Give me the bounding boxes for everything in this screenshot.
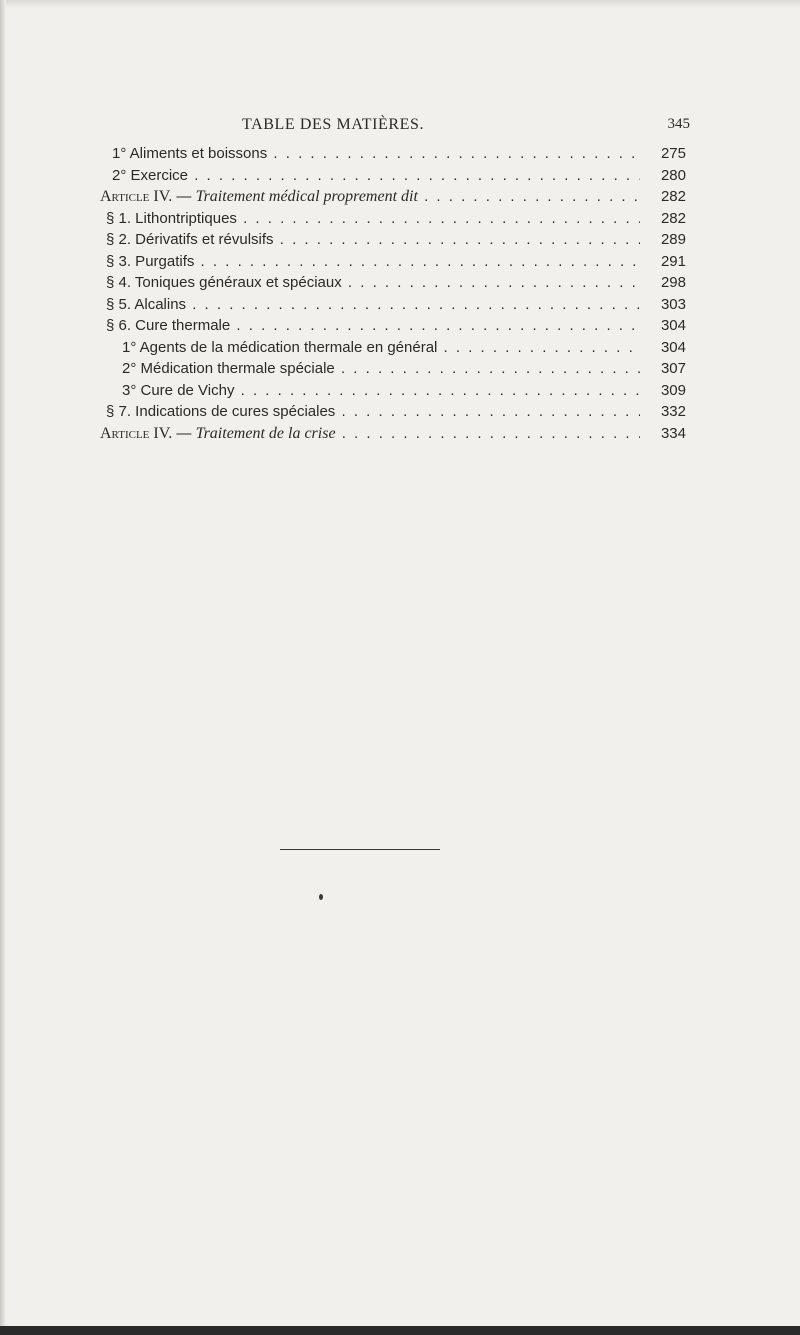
toc-entry-label: § 7. Indications de cures spéciales . . . bbox=[106, 401, 640, 423]
toc-entry bbox=[100, 143, 690, 165]
article-prefix: Article IV. bbox=[100, 424, 173, 442]
toc-entry-label: § 4. Toniques généraux et spéciaux . . . bbox=[106, 272, 640, 294]
page-edge-left bbox=[0, 0, 6, 1335]
toc-article-entry bbox=[100, 186, 690, 208]
toc-entry-page: 303 bbox=[660, 295, 686, 313]
toc-entry-page: 291 bbox=[660, 252, 686, 270]
toc-entry bbox=[100, 229, 690, 251]
running-head-title: TABLE DES MATIÈRES. bbox=[242, 116, 425, 133]
article-title: Traitement de la crise bbox=[195, 424, 336, 442]
toc-entry-page: 282 bbox=[660, 209, 686, 227]
toc-entry-page: 304 bbox=[660, 338, 686, 356]
toc-article-label: Article IV. — Traitement médical proprement dit . . . bbox=[100, 186, 640, 208]
page-number: 345 bbox=[667, 116, 690, 132]
page-edge-bottom bbox=[0, 1326, 800, 1335]
toc-entry-label: 3° Cure de Vichy . . . bbox=[122, 380, 640, 402]
toc-entry-page: 282 bbox=[660, 188, 686, 205]
toc-entry-label: § 1. Lithontriptiques . . . bbox=[106, 208, 640, 230]
toc-entry bbox=[100, 358, 690, 380]
toc-entry-page: 309 bbox=[660, 381, 686, 399]
toc-entry bbox=[100, 208, 690, 230]
ink-spot bbox=[319, 894, 323, 900]
toc-entry bbox=[100, 294, 690, 316]
toc-entry bbox=[100, 165, 690, 187]
toc-entry bbox=[100, 272, 690, 294]
toc-article-label: Article IV. — Traitement de la crise . . . bbox=[100, 423, 640, 445]
toc-entry-label: § 6. Cure thermale . . . bbox=[106, 315, 640, 337]
toc-entry bbox=[100, 337, 690, 359]
toc-entry bbox=[100, 315, 690, 337]
page-edge-top bbox=[0, 0, 800, 8]
toc-entry bbox=[100, 401, 690, 423]
toc-entry-page: 334 bbox=[660, 424, 686, 442]
toc-entry-label: § 5. Alcalins . . . bbox=[106, 294, 640, 316]
toc-entry-label: 2° Médication thermale spéciale . . . bbox=[122, 358, 640, 380]
toc-entry bbox=[100, 380, 690, 402]
toc-entry-page: 332 bbox=[660, 403, 686, 420]
toc-entry bbox=[100, 251, 690, 273]
toc-entry-page: 275 bbox=[660, 145, 686, 162]
toc-entry-label: § 2. Dérivatifs et révulsifs . . . bbox=[106, 229, 640, 251]
article-prefix: Article IV. bbox=[100, 188, 173, 205]
toc-entry-page: 280 bbox=[660, 166, 686, 184]
article-title: Traitement médical proprement dit bbox=[195, 188, 418, 205]
toc-entry-page: 304 bbox=[660, 317, 686, 334]
running-head bbox=[100, 116, 690, 138]
toc-article-entry bbox=[100, 423, 690, 445]
toc-entry-label: 2° Exercice . . . bbox=[112, 165, 640, 187]
table-of-contents bbox=[100, 143, 690, 444]
toc-entry-page: 307 bbox=[660, 360, 686, 377]
toc-entry-page: 289 bbox=[660, 231, 686, 248]
end-rule bbox=[280, 849, 440, 850]
toc-entry-label: 1° Agents de la médication thermale en général . . . bbox=[122, 337, 640, 359]
toc-entry-label: § 3. Purgatifs . . . bbox=[106, 251, 640, 273]
toc-entry-page: 298 bbox=[660, 274, 686, 291]
toc-entry-label: 1° Aliments et boissons . . . bbox=[112, 143, 640, 165]
